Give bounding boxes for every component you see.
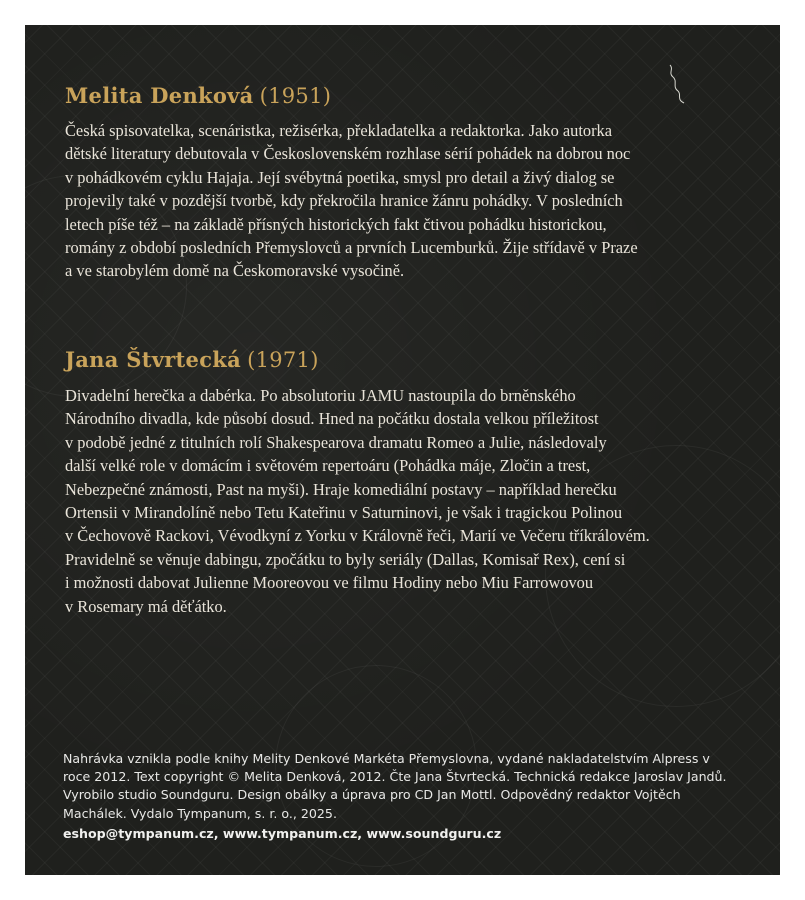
narrator-heading [65, 347, 319, 372]
author-bio-line: a ve starobylém domě na Českomoravské vysočině. [65, 261, 405, 281]
narrator-name: Jana Štvrtecká [65, 347, 242, 372]
credits-line: Machálek. Vydalo Tympanum, s. r. o., 2025. [63, 805, 337, 821]
narrator-bio-line: Ortensii v Mirandolíně nebo Tetu Kateřinu v Saturninovi, je však i tragickou Polinou [65, 503, 623, 523]
credits-line: Nahrávka vznikla podle knihy Melity Denkové Markéta Přemyslovna, vydané nakladatelstvím Alpress v [63, 751, 710, 766]
narrator-bio-line: v podobě jedné z titulních rolí Shakespearova dramatu Romeo a Julie, následovaly [65, 432, 607, 452]
author-bio-line: dětské literatury debutovala v Československém rozhlase sérií pohádek na dobrou noc [65, 144, 631, 164]
author-name: Melita Denková [65, 83, 254, 108]
narrator-bio [65, 384, 755, 618]
narrator-bio-line: další velké role v domácím i světovém repertoáru (Pohádka máje, Zločin a trest, [65, 456, 591, 476]
narrator-bio-line: v Čechovově Rackovi, Vévodkyní z Yorku v Královně řeči, Marií ve Večeru tříkrálovém. [65, 526, 650, 546]
narrator-bio-line: Národního divadla, kde působí dosud. Hned na počátku dostala velkou příležitost [65, 409, 599, 429]
narrator-bio-line: Nebezpečné známosti, Past na myši). Hraje komediální postavy – například herečku [65, 479, 617, 499]
narrator-year: (1971) [247, 348, 319, 372]
author-bio-line: Česká spisovatelka, scenáristka, režisérka, překladatelka a redaktorka. Jako autorka [65, 121, 613, 140]
author-year: (1951) [259, 84, 332, 108]
production-credits [63, 750, 763, 823]
narrator-bio-line: Pravidelně se věnuje dabingu, zpočátku to byly seriály (Dallas, Komisař Rex), cení si [65, 549, 626, 569]
author-bio-line: letech píše též – na základě přísných historických fakt čtivou pohádku historickou, [65, 214, 607, 234]
author-bio [65, 119, 755, 283]
cd-booklet-panel [25, 25, 780, 875]
author-bio-line: projevily také v pozdější tvorbě, kdy překročila hranice žánru pohádky. V posledních [65, 191, 623, 211]
author-bio-line: v pohádkovém cyklu Hajaja. Její svébytná poetika, smysl pro detail a živý dialog se [65, 167, 615, 187]
narrator-bio-line: i možnosti dabovat Julienne Mooreovou ve filmu Hodiny nebo Miu Farrowovou [65, 573, 594, 593]
credits-line: Vyrobilo studio Soundguru. Design obálky a úprava pro CD Jan Mottl. Odpovědný redaktor Vojtěch [63, 787, 681, 803]
credits-line: roce 2012. Text copyright © Melita Denková, 2012. Čte Jana Štvrtecká. Technická redakce Jaroslav Jandů. [63, 769, 727, 785]
author-bio-line: romány z období posledních Přemyslovců a prvních Lucemburků. Žije střídavě v Praze [65, 238, 638, 258]
pen-mark-icon [666, 63, 688, 105]
narrator-bio-line: Divadelní herečka a dabérka. Po absolutoriu JAMU nastoupila do brněnského [65, 386, 576, 405]
narrator-bio-line: v Rosemary má děťátko. [65, 596, 227, 616]
author-heading [65, 83, 331, 108]
contact-links: eshop@tympanum.cz, www.tympanum.cz, www.soundguru.cz [63, 826, 502, 841]
